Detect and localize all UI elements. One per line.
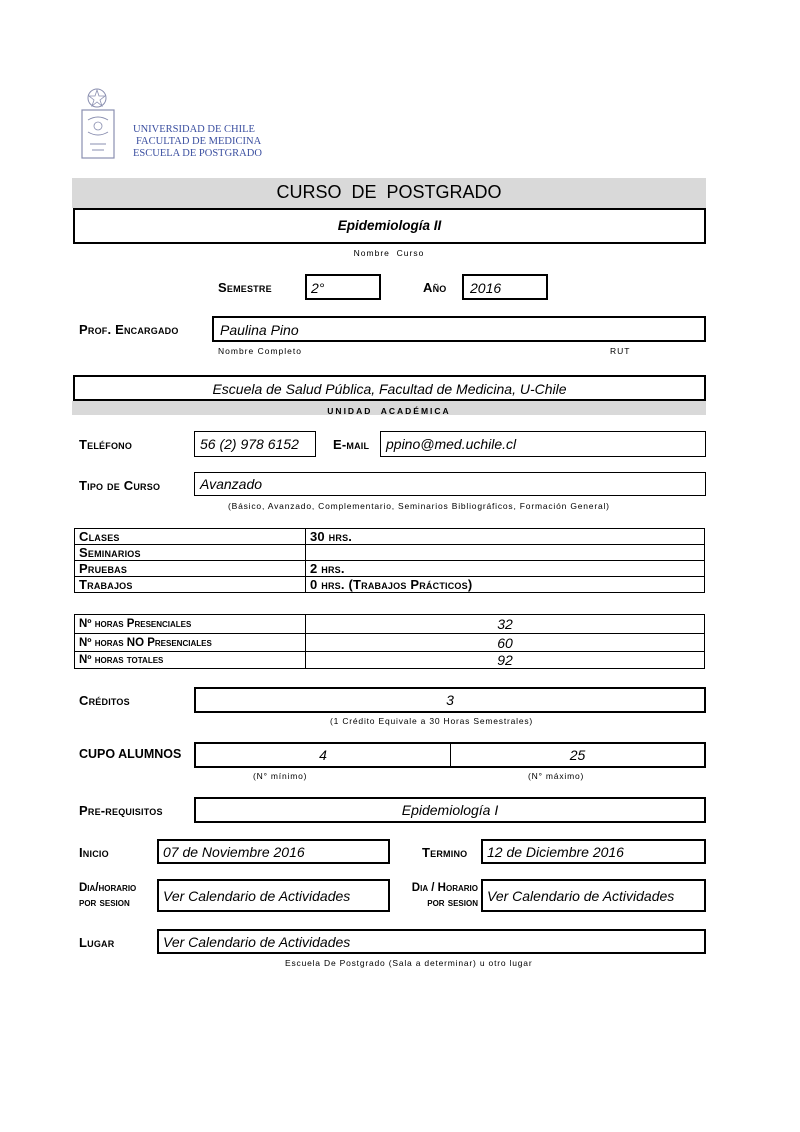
prereq-value: Epidemiología I (401, 802, 499, 818)
table-row (75, 577, 705, 593)
phone-field (194, 431, 316, 457)
hours-value (306, 545, 705, 561)
professor-name-caption: Nombre Completo (218, 346, 302, 356)
quota-max-value: 25 (569, 747, 586, 763)
semester-value: 2° (311, 280, 325, 296)
hours-value: 0 hrs. (Trabajos Prácticos) (306, 577, 705, 593)
summary-value: 92 (306, 652, 705, 669)
hours-value: 2 hrs. (306, 561, 705, 577)
course-name-caption: Nombre Curso (353, 248, 425, 258)
credits-field (194, 687, 706, 713)
hours-label: Seminarios (75, 545, 306, 561)
phone-label: Teléfono (79, 437, 133, 452)
academic-unit-caption-bar (72, 401, 706, 415)
year-value: 2016 (470, 280, 502, 296)
course-name: Epidemiología II (337, 218, 442, 233)
university-seal-logo (80, 86, 118, 162)
email-value: ppino@med.uchile.cl (386, 436, 517, 452)
quota-max-caption: (N° máximo) (528, 771, 585, 781)
year-field (462, 274, 548, 300)
quota-label: CUPO ALUMNOS (79, 747, 182, 761)
academic-unit-field (73, 375, 706, 401)
year-label: Año (423, 280, 447, 295)
table-row (75, 652, 705, 669)
table-row (75, 634, 705, 652)
credits-caption: (1 Crédito Equivale a 30 Horas Semestrales) (330, 716, 534, 726)
institution-line-2: FACULTAD DE MEDICINA (136, 136, 262, 147)
summary-value: 32 (306, 615, 705, 634)
credits-value: 3 (446, 692, 454, 708)
quota-field (194, 742, 706, 768)
hours-label: Clases (75, 529, 306, 545)
professor-label: Prof. Encargado (79, 322, 179, 337)
quota-min-value: 4 (319, 747, 327, 763)
schedule-left-label (79, 881, 136, 911)
institution-line-3: ESCUELA DE POSTGRADO (133, 148, 262, 159)
start-label: Inicio (79, 845, 109, 860)
summary-label: Nº horas Presenciales (75, 615, 306, 634)
semester-label: Semestre (218, 280, 272, 295)
academic-unit-caption: UNIDAD ACADÉMICA (327, 406, 451, 416)
place-field (157, 929, 706, 954)
course-name-field (73, 208, 706, 244)
table-row (75, 545, 705, 561)
schedule-left-field (157, 879, 390, 912)
schedule-right-label (396, 881, 478, 911)
professor-value: Paulina Pino (220, 322, 299, 338)
summary-label: Nº horas NO Presenciales (75, 634, 306, 652)
hours-summary-table (74, 614, 705, 669)
email-label: E-mail (333, 437, 370, 452)
semester-field (305, 274, 381, 300)
prereq-field (194, 797, 706, 823)
professor-field (212, 316, 706, 342)
schedule-right-field (481, 879, 706, 912)
schedule-right-value: Ver Calendario de Actividades (487, 888, 675, 904)
schedule-right-label-1: Dia / Horario (411, 882, 478, 894)
end-value: 12 de Diciembre 2016 (487, 844, 624, 860)
end-label: Termino (422, 845, 468, 860)
academic-unit-value: Escuela de Salud Pública, Facultad de Medicina, U-Chile (212, 381, 567, 397)
table-row (75, 615, 705, 634)
table-row (75, 529, 705, 545)
schedule-left-label-2: por sesion (79, 897, 130, 909)
institution-name (133, 124, 262, 160)
table-row (75, 561, 705, 577)
hours-value: 30 hrs. (306, 529, 705, 545)
schedule-left-label-1: Dia/horario (79, 882, 137, 894)
quota-min-caption: (N° mínimo) (253, 771, 308, 781)
place-label: Lugar (79, 935, 115, 950)
phone-value: 56 (2) 978 6152 (200, 436, 299, 452)
document-title: CURSO DE POSTGRADO (276, 182, 502, 202)
schedule-right-label-2: por sesion (427, 897, 478, 909)
prereq-label: Pre-requisitos (79, 803, 163, 818)
start-field (157, 839, 390, 864)
place-caption: Escuela De Postgrado (Sala a determinar) u otro lugar (285, 958, 533, 968)
summary-value: 60 (306, 634, 705, 652)
hours-table (74, 528, 705, 593)
course-type-field (194, 472, 706, 496)
start-value: 07 de Noviembre 2016 (163, 844, 305, 860)
institution-line-1: UNIVERSIDAD DE CHILE (133, 124, 255, 135)
place-value: Ver Calendario de Actividades (163, 934, 351, 950)
schedule-left-value: Ver Calendario de Actividades (163, 888, 351, 904)
end-field (481, 839, 706, 864)
course-type-caption: (Básico, Avanzado, Complementario, Seminarios Bibliográficos, Formación General) (228, 501, 610, 511)
course-type-value: Avanzado (200, 476, 263, 492)
summary-label: Nº horas totales (75, 652, 306, 669)
professor-rut-caption: RUT (610, 346, 631, 356)
hours-label: Pruebas (75, 561, 306, 577)
course-type-label: Tipo de Curso (79, 478, 161, 493)
hours-label: Trabajos (75, 577, 306, 593)
email-field (380, 431, 706, 457)
credits-label: Créditos (79, 693, 130, 708)
